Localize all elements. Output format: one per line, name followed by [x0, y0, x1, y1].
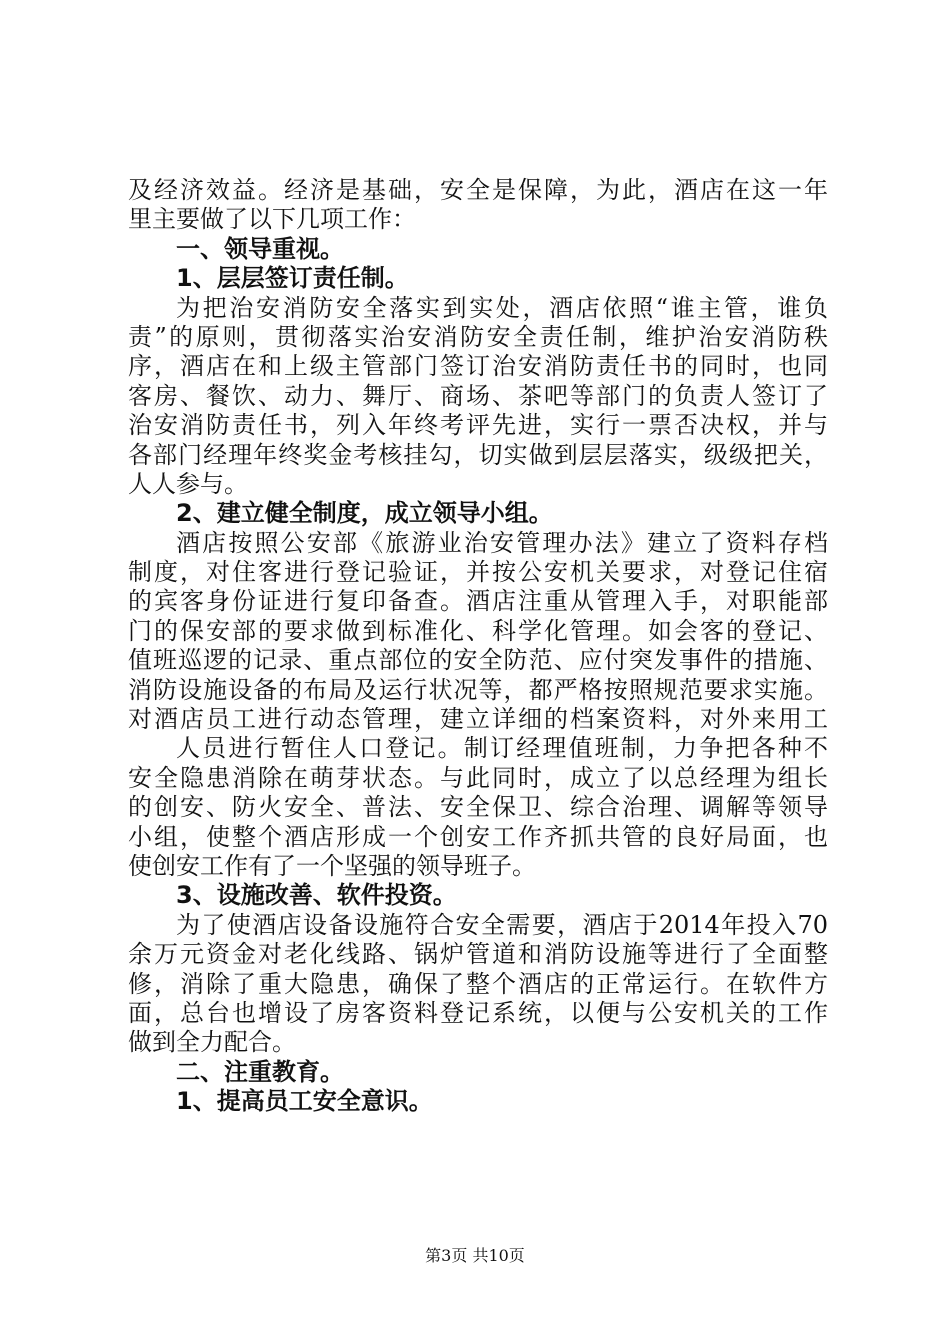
paragraph-line: 制度，对住客进行登记验证，并按公安机关要求，对登记住宿	[128, 558, 828, 587]
paragraph-line: 酒店按照公安部《旅游业治安管理办法》建立了资料存档	[176, 528, 828, 557]
paragraph-line: 面，总台也增设了房客资料登记系统，以便与公安机关的工作	[128, 998, 828, 1027]
paragraph-line: 及经济效益。经济是基础，安全是保障，为此，酒店在这一年	[128, 176, 828, 204]
paragraph-line: 为把治安消防安全落实到实处，酒店依照“谁主管，谁负	[176, 293, 828, 322]
paragraph-line: 使创安工作有了一个坚强的领导班子。	[128, 851, 536, 880]
section-heading: 一、领导重视。	[176, 234, 344, 263]
document-body	[128, 176, 828, 1117]
paragraph-line: 序，酒店在和上级主管部门签订治安消防责任书的同时，也同	[128, 352, 828, 381]
paragraph-line: 各部门经理年终奖金考核挂勾，切实做到层层落实，级级把关，	[128, 440, 828, 469]
paragraph-line: 修，消除了重大隐患，确保了整个酒店的正常运行。在软件方	[128, 969, 828, 998]
section-heading: 3、设施改善、软件投资。	[176, 881, 457, 910]
section-heading: 二、注重教育。	[176, 1057, 344, 1086]
paragraph-line: 人人参与。	[128, 469, 248, 498]
paragraph-line: 安全隐患消除在萌芽状态。与此同时，成立了以总经理为组长	[128, 763, 828, 792]
paragraph-line: 的宾客身份证进行复印备查。酒店注重从管理入手，对职能部	[128, 587, 828, 616]
paragraph-line: 值班巡逻的记录、重点部位的安全防范、应付突发事件的措施、	[128, 646, 828, 675]
section-heading: 2、建立健全制度，成立领导小组。	[176, 499, 553, 528]
section-heading: 1、提高员工安全意识。	[176, 1087, 433, 1116]
section-heading: 1、层层签订责任制。	[176, 264, 409, 293]
paragraph-line: 小组，使整个酒店形成一个创安工作齐抓共管的良好局面，也	[128, 822, 828, 851]
paragraph-line: 对酒店员工进行动态管理，建立详细的档案资料，对外来用工	[128, 705, 828, 734]
paragraph-line: 为了使酒店设备设施符合安全需要，酒店于2014年投入70	[176, 910, 828, 939]
page-footer: 第3页 共10页	[425, 1246, 525, 1265]
paragraph-line: 做到全力配合。	[128, 1028, 296, 1057]
paragraph-line: 余万元资金对老化线路、锅炉管道和消防设施等进行了全面整	[128, 940, 828, 969]
paragraph-line: 客房、餐饮、动力、舞厅、商场、茶吧等部门的负责人签订了	[128, 381, 828, 410]
paragraph-line: 治安消防责任书，列入年终考评先进，实行一票否决权，并与	[128, 411, 828, 440]
paragraph-line: 人员进行暂住人口登记。制订经理值班制，力争把各种不	[176, 734, 828, 763]
paragraph-line: 消防设施设备的布局及运行状况等，都严格按照规范要求实施。	[128, 675, 828, 704]
paragraph-line: 里主要做了以下几项工作：	[128, 205, 416, 234]
paragraph-line: 门的保安部的要求做到标准化、科学化管理。如会客的登记、	[128, 616, 828, 645]
paragraph-line: 的创安、防火安全、普法、安全保卫、综合治理、调解等领导	[128, 793, 828, 822]
paragraph-line: 责”的原则，贯彻落实治安消防安全责任制，维护治安消防秩	[128, 322, 828, 351]
